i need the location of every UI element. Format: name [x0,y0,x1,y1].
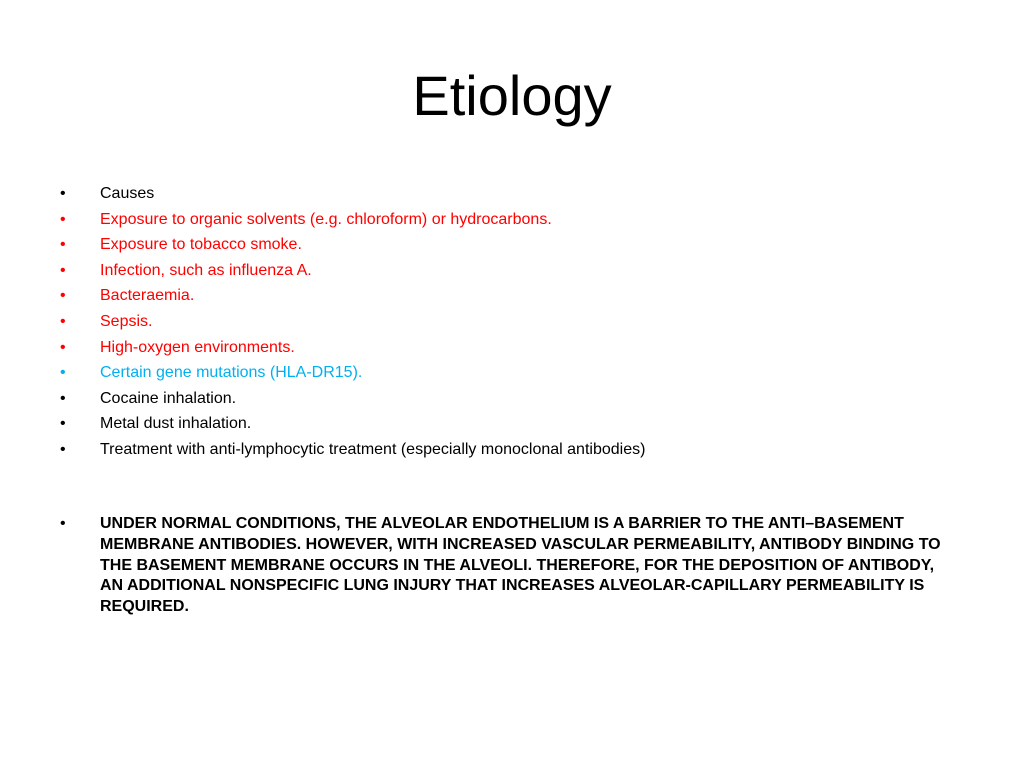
bullet-icon: • [60,236,66,254]
bullet-icon: • [60,287,66,305]
note-text: UNDER NORMAL CONDITIONS, THE ALVEOLAR ENDOTHELIUM IS A BARRIER TO THE ANTI–BASEMENT MEMBRANE ANTIBODIES. HOWEVER, WITH INCREASED VASCULAR PERMEABILITY, ANTIBODY BINDING TO THE BASEMENT MEMBRANE OCCURS IN THE ALVEOLI. THEREFORE, FOR THE DEPOSITION OF ANTIBODY, AN ADDITIONAL NONSPECIFIC LUNG INJURY THAT INCREASES ALVEOLAR-CAPILLARY PERMEABILITY IS REQUIRED. [100,515,941,616]
bullet-icon: • [60,338,66,356]
list-item [60,207,960,233]
bullet-icon: • [60,261,66,279]
bullet-icon: • [60,515,66,532]
note-list [60,514,960,618]
bullet-icon: • [60,185,66,202]
list-item [60,360,960,386]
bullet-icon: • [60,389,66,407]
bullet-icon: • [60,364,66,382]
list-item-text: Sepsis. [100,312,153,330]
list-item [60,181,960,207]
bullet-icon: • [60,210,66,228]
list-item-text: Certain gene mutations (HLA-DR15). [100,364,363,382]
causes-list [60,181,960,463]
list-item [60,386,960,412]
list-item-text: Cocaine inhalation. [100,389,237,407]
bullet-icon: • [60,415,66,433]
list-item [60,309,960,335]
list-item-text: High-oxygen environments. [100,338,295,356]
bullet-icon: • [60,440,66,458]
list-item [60,411,960,437]
slide-title: Etiology [412,64,612,127]
list-item-text: Causes [100,185,155,202]
list-item [60,232,960,258]
list-item-text: Infection, such as influenza A. [100,261,312,279]
list-item-text: Treatment with anti-lymphocytic treatment (especially monoclonal antibodies) [100,440,646,458]
list-item [60,335,960,361]
list-item [60,437,960,463]
list-item-text: Exposure to organic solvents (e.g. chloroform) or hydrocarbons. [100,210,552,228]
bullet-icon: • [60,312,66,330]
list-item-text: Metal dust inhalation. [100,415,252,433]
list-item [60,283,960,309]
note-item [60,514,960,618]
list-item-text: Exposure to tobacco smoke. [100,236,302,254]
list-item [60,258,960,284]
list-item-text: Bacteraemia. [100,287,195,305]
